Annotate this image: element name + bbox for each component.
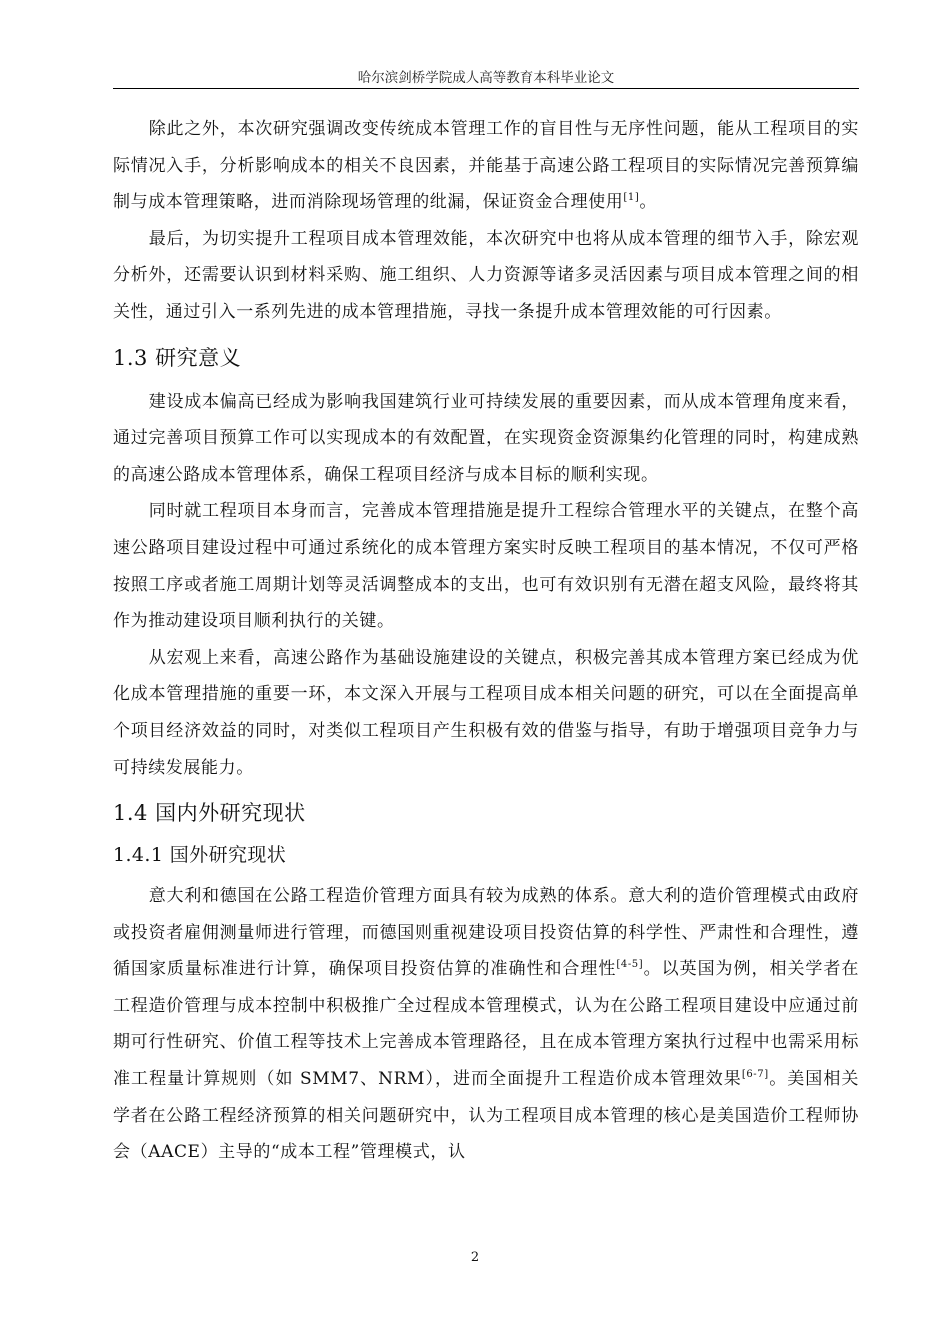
paragraph: 从宏观上来看，高速公路作为基础设施建设的关键点，积极完善其成本管理方案已经成为优化成本管理措施的重要一环，本文深入开展与工程项目成本相关问题的研究，可以在全面提高单个项目经济效益的同时，对类似工程项目产生积极有效的借鉴与指导，有助于增强项目竞争力与可持续发展能力。 (113, 647, 859, 778)
body-text (113, 111, 859, 1171)
subsection-heading: 1.4.1 国外研究现状 (113, 844, 287, 867)
paragraph-text: 意大利和德国在公路工程造价管理方面具有较为成熟的体系。意大利的造价管理模式由政府或投资者雇佣测量师进行管理，而德国则重视建设项目投资估算的科学性、严肃性和合理性，遵循国家质量标准进行计算，确保项目投资估算的准确性和合理性 (113, 886, 859, 980)
paragraph: 建设成本偏高已经成为影响我国建筑行业可持续发展的重要因素，而从成本管理角度来看，通过完善项目预算工作可以实现成本的有效配置，在实现资金资源集约化管理的同时，构建成熟的高速公路成本管理体系，确保工程项目经济与成本目标的顺利实现。 (113, 391, 859, 485)
running-header: 哈尔滨剑桥学院成人高等教育本科毕业论文 (357, 70, 615, 85)
paragraph: 同时就工程项目本身而言，完善成本管理措施是提升工程综合管理水平的关键点，在整个高速公路项目建设过程中可通过系统化的成本管理方案实时反映工程项目的基本情况，不仅可严格按照工序或者施工周期计划等灵活调整成本的支出，也可有效识别有无潜在超支风险，最终将其作为推动建设项目顺利执行的关键。 (113, 501, 859, 632)
citation: [6-7] (741, 1069, 769, 1081)
paragraph-text: 。美国相关学者在公路工程经济预算的相关问题研究中，认为工程项目成本管理的核心是美国造价工程师协会（AACE）主导的“成本工程”管理模式，认 (113, 1069, 859, 1163)
paragraph-text: 除此之外，本次研究强调改变传统成本管理工作的盲目性与无序性问题，能从工程项目的实际情况入手，分析影响成本的相关不良因素，并能基于高速公路工程项目的实际情况完善预算编制与成本管理策略，进而消除现场管理的纰漏，保证资金合理使用 (113, 119, 859, 213)
header-rule (113, 88, 859, 89)
citation: [1] (623, 192, 640, 204)
citation: [4-5] (616, 959, 644, 971)
section-heading: 1.3 研究意义 (113, 345, 242, 370)
page-number: 2 (470, 1250, 480, 1265)
paragraph (113, 111, 859, 221)
section-heading: 1.4 国内外研究现状 (113, 801, 306, 826)
paragraph: 最后，为切实提升工程项目成本管理效能，本次研究中也将从成本管理的细节入手，除宏观分析外，还需要认识到材料采购、施工组织、人力资源等诸多灵活因素与项目成本管理之间的相关性，通过引入一系列先进的成本管理措施，寻找一条提升成本管理效能的可行因素。 (113, 228, 859, 322)
paragraph-text: 。 (639, 192, 657, 213)
paragraph-text: 。以英国为例，相关学者在工程造价管理与成本控制中积极推广全过程成本管理模式，认为在公路工程项目建设中应通过前期可行性研究、价值工程等技术上完善成本管理路径，且在成本管理方案执行过程中也需采用标准工程量计算规则（如 SMM7、NRM），进而全面提升工程造价成本管理效果 (113, 959, 859, 1090)
paragraph (113, 878, 859, 1171)
